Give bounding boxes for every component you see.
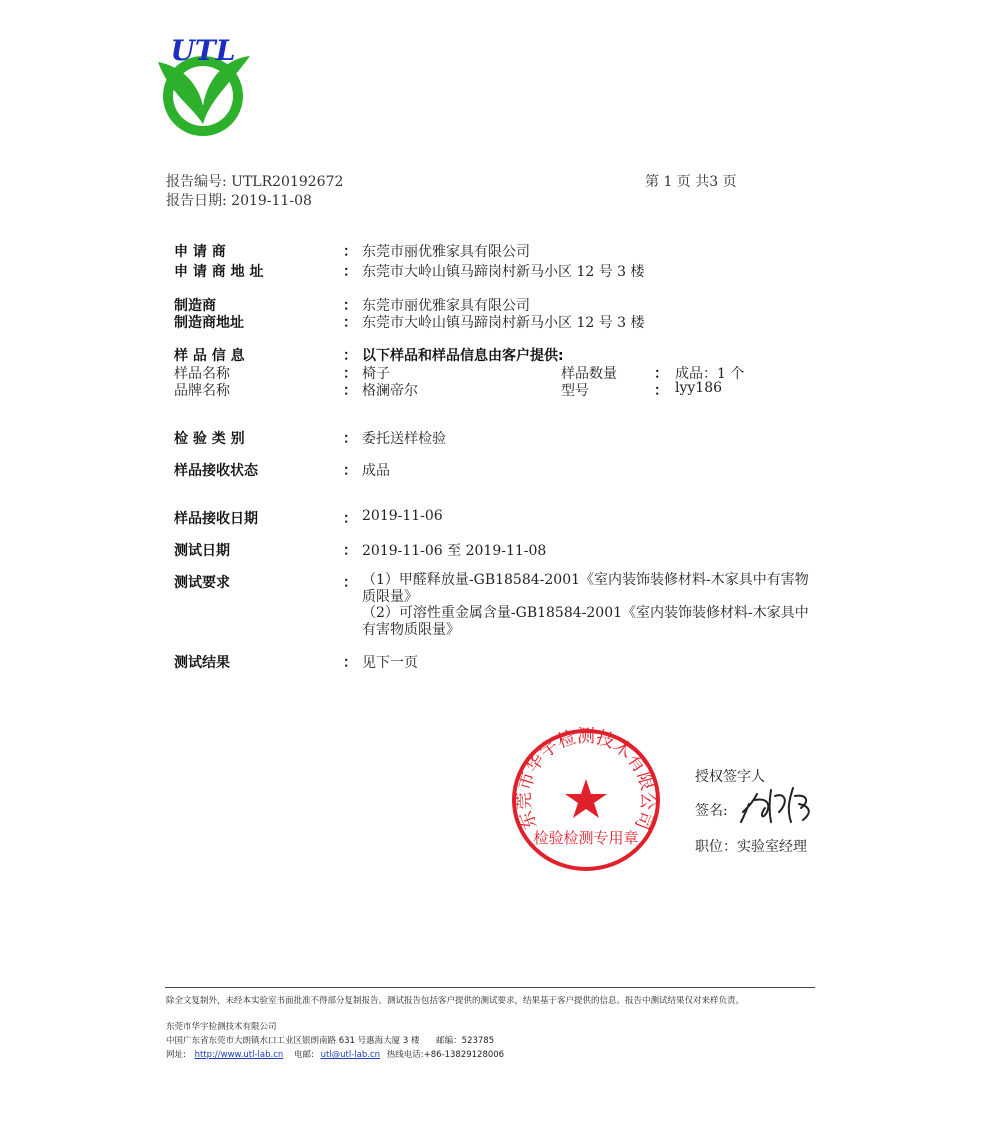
manufacturer-address-value: 东莞市大岭山镇马蹄岗村新马小区 12 号 3 楼 [362, 315, 645, 331]
report-date: 报告日期: 2019-11-08 [166, 193, 312, 209]
colon: ： [343, 298, 357, 314]
colon: ： [343, 543, 357, 559]
applicant-value: 东莞市丽优雅家具有限公司 [362, 244, 530, 260]
inspection-type-value: 委托送样检验 [362, 431, 446, 447]
footer-postcode: 邮编：523785 [436, 1036, 495, 1046]
footer-address-line [166, 1035, 494, 1048]
brand-label: 品牌名称 [174, 383, 230, 399]
footer-email-link[interactable]: utl@utl-lab.cn [320, 1050, 381, 1060]
receive-date-label: 样品接收日期 [174, 511, 258, 527]
signature-label: 签名: [695, 803, 728, 819]
colon: ： [343, 383, 357, 399]
receive-state-label: 样品接收状态 [174, 463, 258, 479]
colon: ： [343, 366, 357, 382]
handwritten-signature-icon [735, 782, 825, 828]
colon: ： [654, 383, 668, 399]
colon: ： [343, 511, 357, 527]
footer-email-label: 电邮: [293, 1050, 314, 1060]
sample-info-value: 以下样品和样品信息由客户提供: [362, 348, 564, 364]
test-requirement-label: 测试要求 [174, 575, 230, 591]
sample-name-value: 椅子 [362, 366, 390, 382]
colon: ： [343, 315, 357, 331]
footer-phone: 热线电话:+86-13829128006 [386, 1050, 505, 1060]
test-date-label: 测试日期 [174, 543, 230, 559]
position: 职位：实验室经理 [695, 839, 807, 855]
colon: ： [343, 348, 357, 364]
leaf-logo-icon [158, 56, 250, 136]
sample-name-label: 样品名称 [174, 366, 230, 382]
test-date-value: 2019-11-06 至 2019-11-08 [362, 543, 547, 559]
model-value: lyy186 [675, 380, 723, 396]
colon: ： [343, 463, 357, 479]
footer-contact-line [166, 1049, 504, 1062]
signature [735, 782, 825, 828]
test-result-label: 测试结果 [174, 655, 230, 671]
manufacturer-value: 东莞市丽优雅家具有限公司 [362, 298, 530, 314]
sample-info-label: 样 品 信 息 [174, 348, 245, 364]
sample-quantity-value: 成品：1 个 [675, 366, 745, 382]
logo-text: UTL [170, 34, 236, 67]
applicant-address-label: 申 请 商 地 址 [174, 264, 264, 280]
colon: ： [654, 366, 668, 382]
receive-date-value: 2019-11-06 [362, 508, 443, 524]
inspection-type-label: 检 验 类 别 [174, 431, 245, 447]
colon: ： [343, 431, 357, 447]
test-result-value: 见下一页 [362, 655, 418, 671]
test-requirement-item-2: （2）可溶性重金属含量-GB18584-2001《室内装饰装修材料-木家具中有害物质限量》 [362, 605, 809, 638]
manufacturer-label: 制造商 [174, 298, 216, 314]
footer-disclaimer: 除全文复制外，未经本实验室书面批准不得部分复制报告。测试报告包括客户提供的测试要求，结果基于客户提供的信息。报告中测试结果仅对来样负责。 [166, 996, 745, 1006]
seal-bottom-text: 检验检测专用章 [533, 829, 639, 847]
applicant-label: 申 请 商 [174, 244, 226, 260]
star-icon [565, 779, 607, 818]
brand-value: 格澜帝尔 [362, 383, 418, 399]
company-seal [510, 727, 662, 873]
footer-web-label: 网址: [166, 1050, 186, 1060]
seal-ring-text: 东莞市华宇检测技术有限公司 [513, 727, 659, 833]
page-indicator: 第 1 页 共3 页 [645, 174, 737, 190]
footer-divider [165, 987, 815, 988]
applicant-address-value: 东莞市大岭山镇马蹄岗村新马小区 12 号 3 楼 [362, 264, 645, 280]
colon: ： [343, 264, 357, 280]
report-number: 报告编号: UTLR20192672 [166, 174, 344, 190]
colon: ： [343, 244, 357, 260]
authorized-signatory-title: 授权签字人 [695, 769, 765, 785]
footer-web-link[interactable]: http://www.utl-lab.cn [194, 1050, 284, 1060]
sample-quantity-label: 样品数量 [561, 366, 617, 382]
footer-address: 中国广东省东莞市大朗镇水口工业区银朗南路 631 号惠海大厦 3 楼 [166, 1036, 420, 1046]
test-requirement-item-1: （1）甲醛释放量-GB18584-2001《室内装饰装修材料-木家具中有害物质限量》 [362, 572, 809, 605]
footer-company: 东莞市华宇检测技术有限公司 [166, 1022, 277, 1032]
receive-state-value: 成品 [362, 463, 390, 479]
model-label: 型号 [561, 383, 589, 399]
manufacturer-address-label: 制造商地址 [174, 315, 244, 331]
colon: ： [343, 655, 357, 671]
colon: ： [343, 575, 357, 591]
utl-logo [150, 34, 256, 140]
